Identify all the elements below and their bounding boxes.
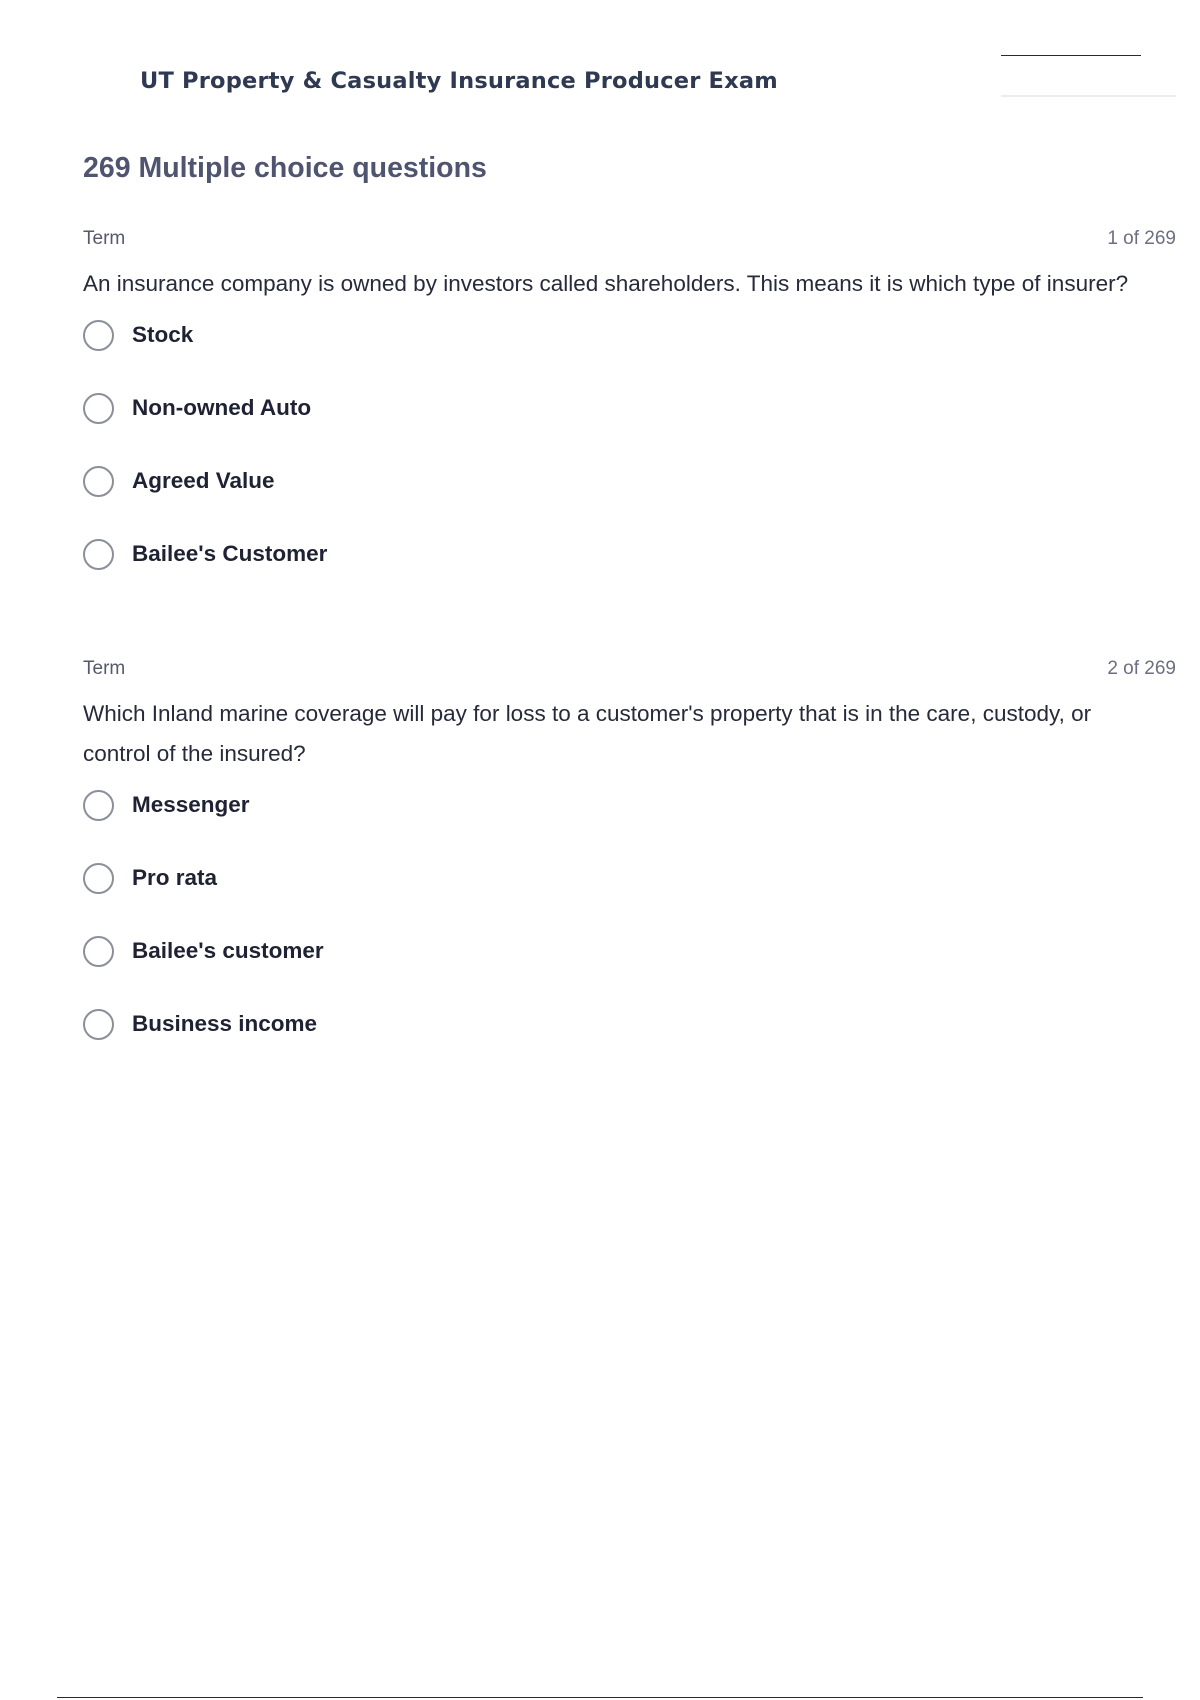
radio-button-icon[interactable] (83, 936, 114, 967)
footer-rule (57, 1697, 1143, 1698)
answer-option[interactable] (83, 466, 1176, 502)
option-label[interactable]: Agreed Value (132, 468, 275, 493)
answer-option[interactable] (83, 790, 1176, 826)
option-label[interactable]: Business income (132, 1011, 318, 1036)
option-label[interactable]: Bailee's Customer (132, 541, 328, 566)
radio-button-icon[interactable] (83, 539, 114, 570)
option-label[interactable]: Pro rata (132, 865, 218, 890)
question-counter: 1 of 269 (1107, 228, 1176, 249)
question-block (83, 658, 1176, 1082)
question-counter: 2 of 269 (1107, 658, 1176, 679)
radio-button-icon[interactable] (83, 466, 114, 497)
question-block (83, 228, 1176, 612)
radio-button-icon[interactable] (83, 863, 114, 894)
question-text: Which Inland marine coverage will pay for loss to a customer's property that is in the care, custody, or control of the insured? (83, 701, 1092, 766)
option-label[interactable]: Bailee's customer (132, 938, 324, 963)
term-label: Term (83, 228, 126, 249)
radio-button-icon[interactable] (83, 320, 114, 351)
answer-option[interactable] (83, 936, 1176, 972)
option-label[interactable]: Stock (132, 322, 194, 347)
option-label[interactable]: Non-owned Auto (132, 395, 312, 420)
page-title: UT Property & Casualty Insurance Producer Exam (140, 68, 778, 94)
answer-options (83, 790, 1176, 1045)
question-text: An insurance company is owned by investors called shareholders. This means it is which type of insurer? (83, 271, 1129, 296)
section-heading: 269 Multiple choice questions (83, 152, 487, 184)
answer-option[interactable] (83, 863, 1176, 899)
answer-options (83, 320, 1176, 575)
header-rule-faint (1001, 95, 1176, 97)
answer-option[interactable] (83, 1009, 1176, 1045)
answer-option[interactable] (83, 393, 1176, 429)
radio-button-icon[interactable] (83, 1009, 114, 1040)
radio-button-icon[interactable] (83, 393, 114, 424)
answer-option[interactable] (83, 539, 1176, 575)
radio-button-icon[interactable] (83, 790, 114, 821)
option-label[interactable]: Messenger (132, 792, 250, 817)
answer-option[interactable] (83, 320, 1176, 356)
question-header (83, 658, 1176, 684)
header-rule (1001, 55, 1141, 56)
term-label: Term (83, 658, 126, 679)
question-header (83, 228, 1176, 254)
